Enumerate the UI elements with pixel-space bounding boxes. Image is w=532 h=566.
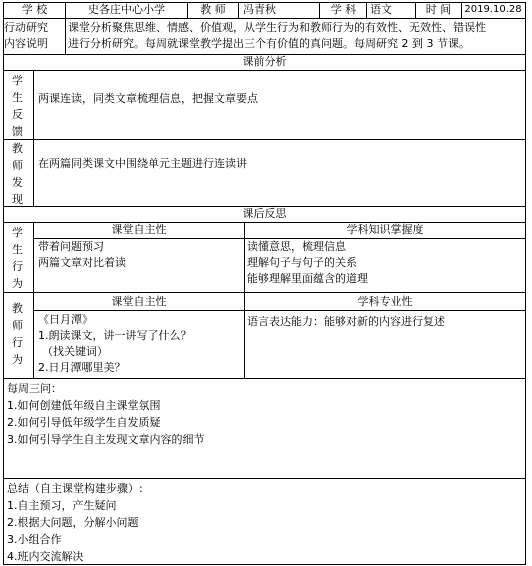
- subject-label: 学 科: [330, 3, 357, 16]
- table-rule: [3, 70, 526, 71]
- teacher-col2-content: [247, 314, 523, 354]
- table-border-top: [3, 2, 526, 3]
- research-label-line2: 内容说明: [4, 37, 48, 50]
- teacher-col1-content: [38, 312, 242, 378]
- table-rule: [65, 2, 66, 55]
- table-rule: [3, 222, 526, 223]
- research-content-line2: 进行分析研究。每周就课堂教学提出三个有价值的真问题。每周研究 2 到 3 节课。: [68, 37, 470, 50]
- list-item: 3.小组合作: [7, 533, 62, 546]
- student-col1-header: 课堂自主性: [111, 223, 167, 236]
- list-item: 2.日月潭哪里美？: [38, 361, 126, 374]
- student-col2-content: [247, 239, 523, 291]
- table-rule: [3, 54, 526, 55]
- pre-teacher-label-char: 现: [12, 193, 23, 206]
- teacher-value: 冯青秋: [243, 3, 276, 16]
- pre-teacher-label-char: 教: [12, 142, 23, 155]
- list-item: 2.如何引导低年级学生自发质疑: [7, 416, 161, 429]
- post-student-label: [4, 224, 31, 292]
- research-label: [4, 20, 65, 54]
- list-item: 读懂意思，梳理信息: [247, 240, 346, 253]
- pre-teacher-label: [4, 140, 31, 206]
- research-content-line1: 课堂分析聚焦思维、情感、价值观，从学生行为和教师行为的有效性、无效性、错误性: [68, 21, 486, 34]
- school-label: 学 校: [21, 3, 48, 16]
- research-content: [68, 20, 526, 54]
- table-rule: [3, 378, 526, 379]
- table-border-right: [525, 2, 526, 565]
- table-rule: [3, 18, 526, 19]
- post-teacher-label-char: 行: [12, 336, 23, 349]
- table-rule: [33, 222, 34, 379]
- summary: [7, 480, 522, 564]
- table-rule: [244, 222, 245, 379]
- list-item: 两篇文章对比着读: [38, 256, 126, 269]
- table-rule: [187, 2, 188, 19]
- table-rule: [3, 139, 526, 140]
- post-teacher-label-char: 为: [12, 353, 23, 366]
- pre-student-label-char: 生: [12, 91, 23, 104]
- post-student-label-char: 行: [12, 260, 23, 273]
- pre-student-label: [4, 72, 31, 138]
- table-rule: [461, 2, 462, 19]
- list-item: 1.朗读课文，讲一讲写了什么？: [38, 329, 192, 342]
- list-item: 1.如何创建低年级自主课堂氛围: [7, 399, 161, 412]
- post-student-label-char: 学: [12, 226, 23, 239]
- time-label: 时 间: [425, 3, 452, 16]
- table-rule: [319, 2, 320, 19]
- pre-student-text: 两课连读，同类文章梳理信息，把握文章要点: [38, 92, 258, 105]
- table-rule: [33, 70, 34, 207]
- student-col2-header: 学科知识掌握度: [346, 223, 424, 236]
- post-reflection-title: 课后反思: [242, 207, 287, 220]
- weekly-questions: [7, 380, 522, 478]
- teacher-col1-header: 课堂自主性: [111, 295, 167, 308]
- post-teacher-label-char: 教: [12, 302, 23, 315]
- research-label-line1: 行动研究: [4, 21, 48, 34]
- school-value: 史各庄中心小学: [88, 3, 165, 16]
- student-col1-content: [38, 239, 242, 291]
- table-rule: [415, 2, 416, 19]
- teacher-label: 教 师: [200, 3, 226, 16]
- list-item: 带着问题预习: [38, 240, 104, 253]
- table-rule: [366, 2, 367, 19]
- weekly-questions-title: 每周三问：: [7, 382, 62, 395]
- table-border-bottom: [3, 564, 526, 565]
- pre-student-label-char: 馈: [12, 125, 23, 138]
- list-item: 能够理解里面蕴含的道理: [247, 272, 368, 285]
- list-item: 语言表达能力：能够对新的内容进行复述: [247, 315, 445, 328]
- list-item: （找关键词）: [42, 345, 108, 358]
- table-rule: [34, 238, 526, 239]
- list-item: 2.根据大问题，分解小问题: [7, 516, 139, 529]
- list-item: 4.班内交流解决: [7, 550, 84, 563]
- post-teacher-label-char: 师: [12, 319, 23, 332]
- post-student-label-char: 生: [12, 243, 23, 256]
- summary-title: 总结（自主课堂构建步骤）:: [7, 482, 143, 495]
- list-item: 《日月潭》: [38, 313, 93, 326]
- table-rule: [238, 2, 239, 19]
- time-value: 2019.10.28: [464, 4, 522, 15]
- table-rule: [3, 478, 526, 479]
- list-item: 3.如何引导学生自主发现文章内容的细节: [7, 433, 205, 446]
- list-item: 理解句子与句子的关系: [247, 256, 357, 269]
- post-student-label-char: 为: [12, 277, 23, 290]
- teacher-col2-header: 学科专业性: [357, 295, 413, 308]
- table-rule: [3, 292, 526, 293]
- table-rule: [3, 206, 526, 207]
- pre-student-label-char: 学: [12, 74, 23, 87]
- table-border-left: [3, 2, 4, 565]
- pre-teacher-label-char: 发: [12, 176, 23, 189]
- pre-teacher-label-char: 师: [12, 159, 23, 172]
- pre-student-label-char: 反: [12, 108, 23, 121]
- pre-analysis-title: 课前分析: [242, 55, 287, 68]
- table-rule: [34, 310, 526, 311]
- list-item: 1.自主预习，产生疑问: [7, 499, 117, 512]
- post-teacher-label: [4, 294, 31, 378]
- pre-teacher-text: 在两篇同类课文中围绕单元主题进行连读讲: [38, 157, 247, 170]
- subject-value: 语文: [370, 3, 392, 16]
